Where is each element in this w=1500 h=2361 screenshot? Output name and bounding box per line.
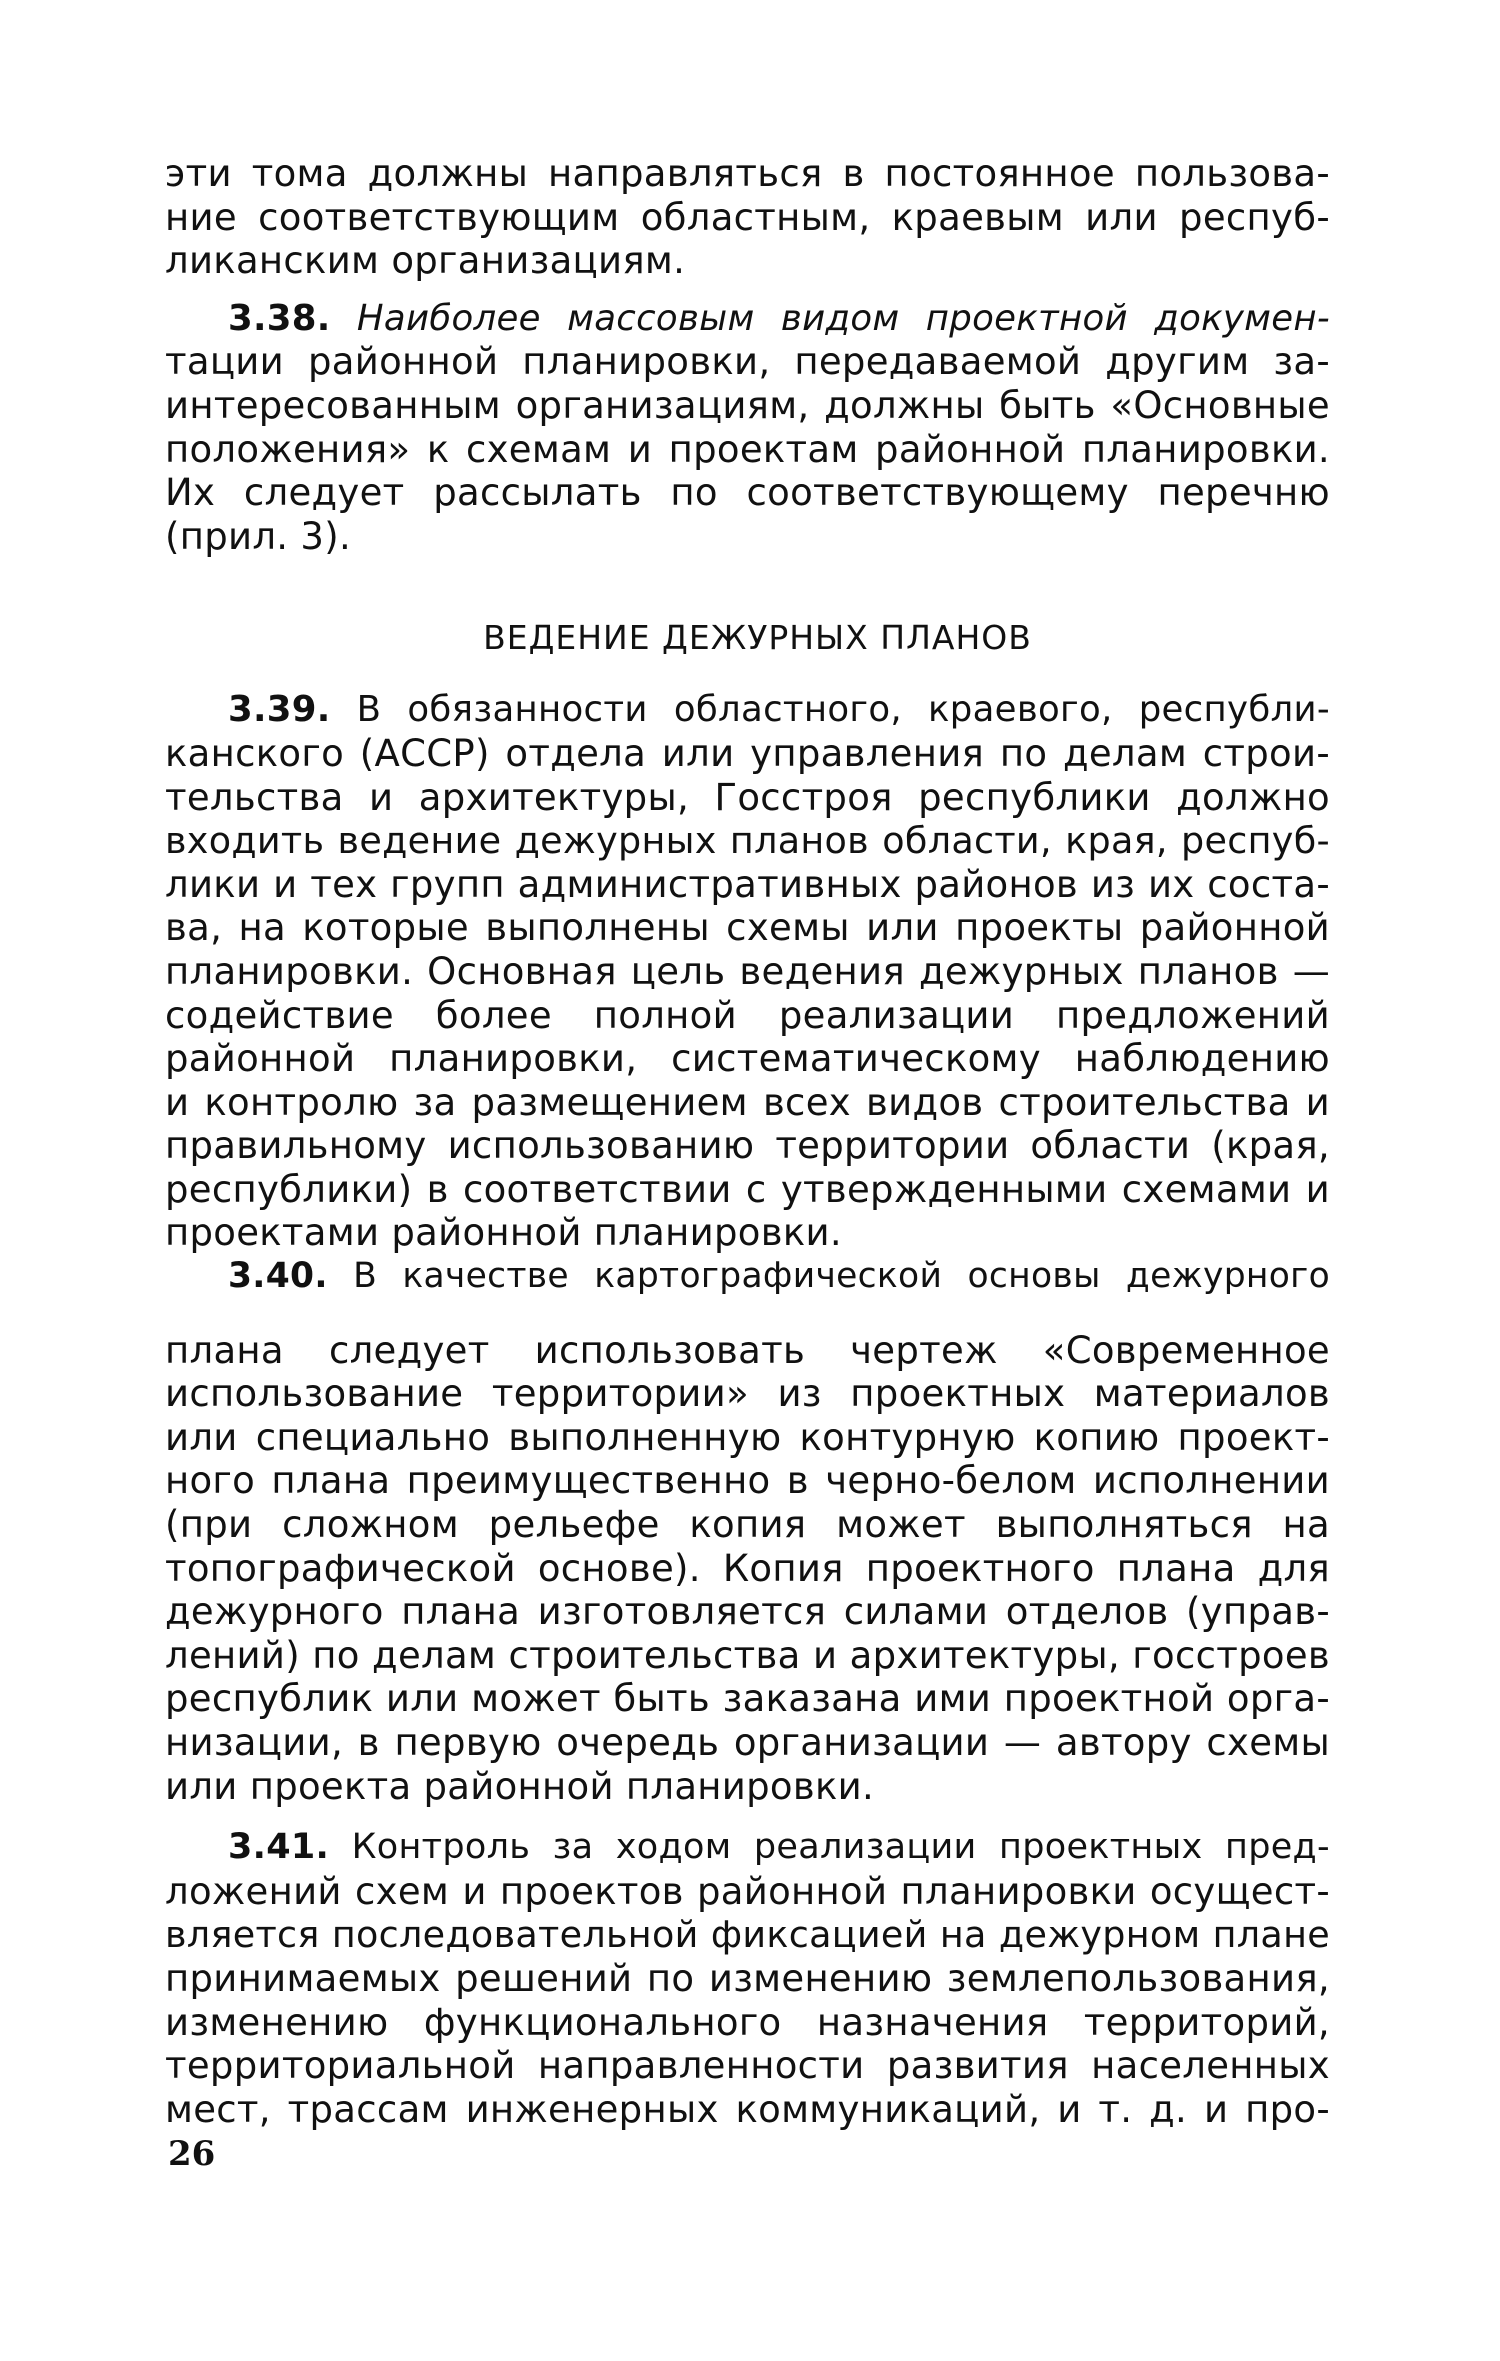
section-number: 3.38. xyxy=(228,297,331,339)
body-line: изменению функционального назначения территорий, xyxy=(165,2000,1330,2044)
body-line: правильному использованию территории области (края, xyxy=(165,1124,1330,1168)
paragraph-3-38-first-line xyxy=(165,297,1330,341)
body-line: низации, в первую очередь организации — автору схемы xyxy=(165,1721,1330,1764)
body-line: интересованным организациям, должны быть «Основные xyxy=(165,383,1330,427)
body-line: ва, на которые выполнены схемы или проекты районной xyxy=(165,906,1330,950)
body-line: дежурного плана изготовляется силами отделов (управ- xyxy=(165,1590,1330,1634)
body-text: Контроль за ходом реализации проектных пред- xyxy=(351,1827,1330,1868)
body-line: лений) по делам строительства и архитектуры, госстроев xyxy=(165,1633,1330,1677)
body-line: ликанским организациям. xyxy=(165,239,686,283)
body-line: лики и тех групп административных районов из их соста- xyxy=(165,862,1330,906)
body-line: вляется последовательной фиксацией на дежурном плане xyxy=(165,1913,1330,1957)
section-number: 3.41. xyxy=(228,1827,330,1868)
body-line: или проекта районной планировки. xyxy=(165,1764,875,1808)
paragraph-3-39-first-line xyxy=(165,688,1330,732)
body-line: ложений схем и проектов районной планировки осущест- xyxy=(165,1869,1330,1913)
body-line: топографической основе). Копия проектного плана для xyxy=(165,1546,1330,1590)
section-number: 3.40. xyxy=(228,1256,328,1297)
paragraph-3-41-first-line xyxy=(165,1826,1330,1870)
body-line: плана следует использовать чертеж «Современное xyxy=(165,1328,1330,1372)
body-line: ного плана преимущественно в черно-белом исполнении xyxy=(165,1459,1330,1503)
body-line: эти тома должны направляться в постоянное пользова- xyxy=(165,152,1330,195)
body-line: районной планировки, систематическому наблюдению xyxy=(165,1037,1330,1081)
body-text: В качестве картографической основы дежурного xyxy=(353,1256,1330,1297)
body-line: республики) в соответствии с утвержденными схемами и xyxy=(165,1167,1330,1211)
body-line: проектами районной планировки. xyxy=(165,1211,842,1255)
body-line: планировки. Основная цель ведения дежурных планов — xyxy=(165,949,1330,993)
body-line: мест, трассам инженерных коммуникаций, и т. д. и про- xyxy=(165,2087,1330,2131)
body-line: принимаемых решений по изменению землепользования, xyxy=(165,1956,1330,2000)
section-heading: ВЕДЕНИЕ ДЕЖУРНЫХ ПЛАНОВ xyxy=(483,618,1032,658)
body-line: канского (АССР) отдела или управления по делам строи- xyxy=(165,731,1330,775)
body-text: В обязанности областного, краевого, республи- xyxy=(356,689,1330,731)
body-line: Их следует рассылать по соответствующему перечню xyxy=(165,471,1330,515)
page-number: 26 xyxy=(168,2134,216,2174)
paragraph-3-40-first-line xyxy=(165,1255,1330,1299)
emphasis-text: Наиболее массовым видом проектной докумен- xyxy=(356,297,1330,339)
body-line: положения» к схемам и проектам районной планировки. xyxy=(165,427,1330,471)
body-line: тации районной планировки, передаваемой другим за- xyxy=(165,340,1330,384)
body-line: входить ведение дежурных планов области, края, респуб- xyxy=(165,819,1330,863)
body-line: тельства и архитектуры, Госстроя республики должно xyxy=(165,775,1330,819)
body-line: или специально выполненную контурную копию проект- xyxy=(165,1415,1330,1459)
body-line: ние соответствующим областным, краевым или респуб- xyxy=(165,195,1330,239)
body-line: территориальной направленности развития населенных xyxy=(165,2044,1330,2088)
body-line: содействие более полной реализации предложений xyxy=(165,993,1330,1037)
body-line: республик или может быть заказана ими проектной орга- xyxy=(165,1677,1330,1721)
body-line: использование территории» из проектных материалов xyxy=(165,1372,1330,1416)
body-line: и контролю за размещением всех видов строительства и xyxy=(165,1080,1330,1124)
body-line: (при сложном рельефе копия может выполняться на xyxy=(165,1503,1330,1547)
section-number: 3.39. xyxy=(228,689,331,731)
body-line: (прил. 3). xyxy=(165,514,352,558)
text-column xyxy=(165,152,1330,2131)
